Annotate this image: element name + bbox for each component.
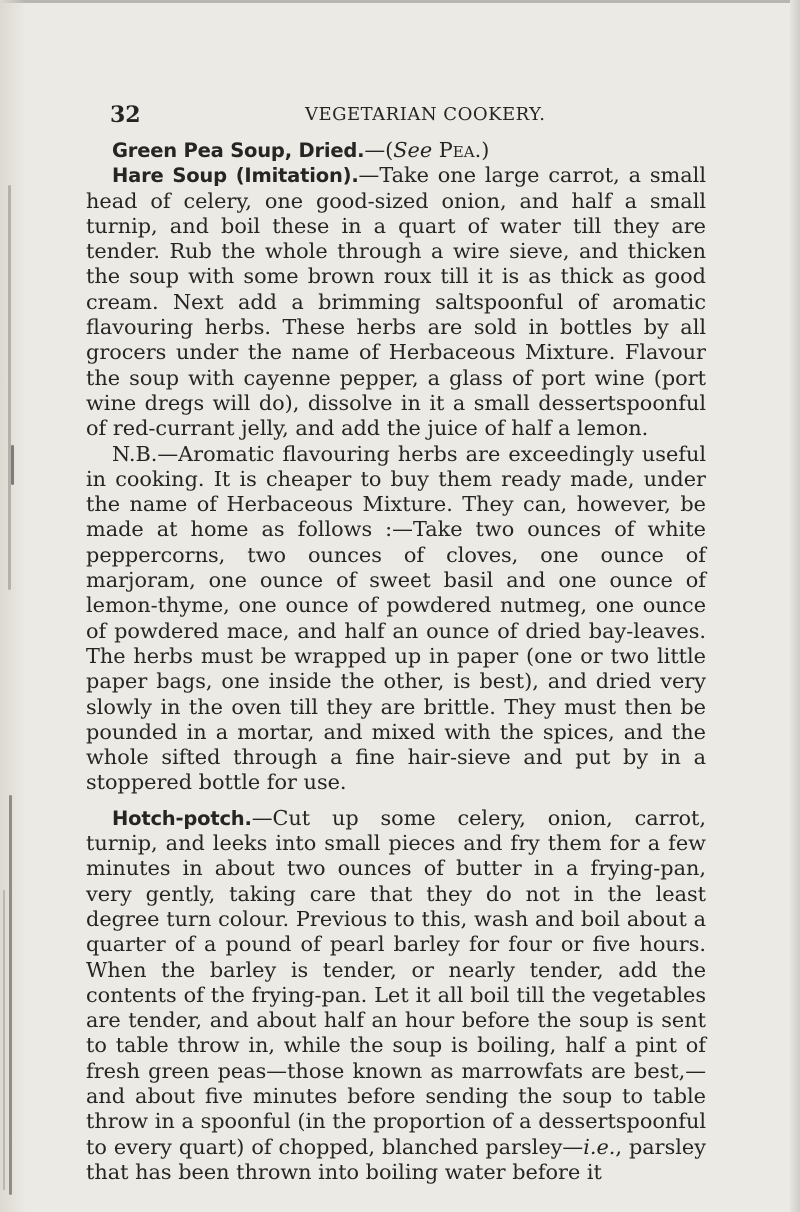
- recipe-title: Hare Soup (Imitation).: [112, 164, 359, 188]
- binding-mark: [8, 185, 11, 590]
- cross-reference-target: Pea.: [438, 138, 482, 162]
- recipe-text-continued: , parsley that has been thrown into boiling water before it: [86, 1134, 706, 1184]
- page-right-edge: [790, 0, 800, 1212]
- cross-reference-open: —(: [364, 138, 394, 162]
- running-head: VEGETARIAN COOKERY.: [305, 104, 546, 125]
- entry-nota-bene: [86, 442, 706, 796]
- page-top-edge: [0, 0, 800, 3]
- entry-hare-soup: [86, 163, 706, 441]
- recipe-title: Hotch-potch.: [112, 806, 252, 830]
- recipe-text: —Cut up some celery, onion, carrot, turnip, and leeks into small pieces and fry them for a few minutes in about two ounces of butter in a frying-pan, very gently, taking care that they do not in the least degree turn colour. Previous to this, wash and boil about a quarter of a pound of pearl barley for four or five hours. When the barley is tender, or nearly tender, add the contents of the frying-pan. Let it all boil till the vegetables are tender, and about half an hour before the soup is sent to table throw in, while the soup is boiling, half a pint of fresh green peas—those known as marrowfats are best,—and about five minutes before sending the soup to table throw in a spoonful (in the proportion of a dessertspoonful to every quart) of chopped, blanched parsley—: [86, 805, 706, 1159]
- binding-mark: [3, 890, 5, 1190]
- entry-green-pea-soup: [86, 138, 706, 163]
- recipe-text: —Take one large carrot, a small head of celery, one good-sized onion, and half a small turnip, and boil these in a quart of water till they are tender. Rub the whole through a wire sieve, and thicken the soup with some brown roux till it is as thick as good cream. Next add a brimming saltspoonful of aromatic flavouring herbs. These herbs are sold in bottles by all grocers under the name of Herbaceous Mixture. Flavour the soup with cayenne pepper, a glass of port wine (port wine dregs will do), dissolve in it a small dessertspoonful of red-currant jelly, and add the juice of half a lemon.: [86, 163, 706, 441]
- binding-mark: [11, 445, 14, 485]
- entry-hotch-potch: [86, 806, 706, 1185]
- page-header: [110, 100, 730, 130]
- see-label: See: [393, 138, 433, 162]
- recipe-title: Green Pea Soup, Dried.: [112, 139, 365, 162]
- page-number: 32: [110, 102, 141, 128]
- cross-reference-close: ): [481, 138, 490, 162]
- abbreviation: i.e.: [583, 1134, 616, 1159]
- binding-mark: [9, 795, 12, 1195]
- page-body: [86, 138, 706, 1185]
- note-text: N.B.—Aromatic flavouring herbs are exceedingly useful in cooking. It is cheaper to buy them ready made, under the name of Herbaceous Mixture. They can, however, be made at home as follows :—Take two ounces of white peppercorns, two ounces of cloves, one ounce of marjoram, one ounce of sweet basil and one ounce of lemon-thyme, one ounce of powdered nutmeg, one ounce of powdered mace, and half an ounce of dried bay-leaves. The herbs must be wrapped up in paper (one or two little paper bags, one inside the other, is best), and dried very slowly in the oven till they are brittle. They must then be pounded in a mortar, and mixed with the spices, and the whole sifted through a fine hair-sieve and put by in a stoppered bottle for use.: [86, 441, 706, 795]
